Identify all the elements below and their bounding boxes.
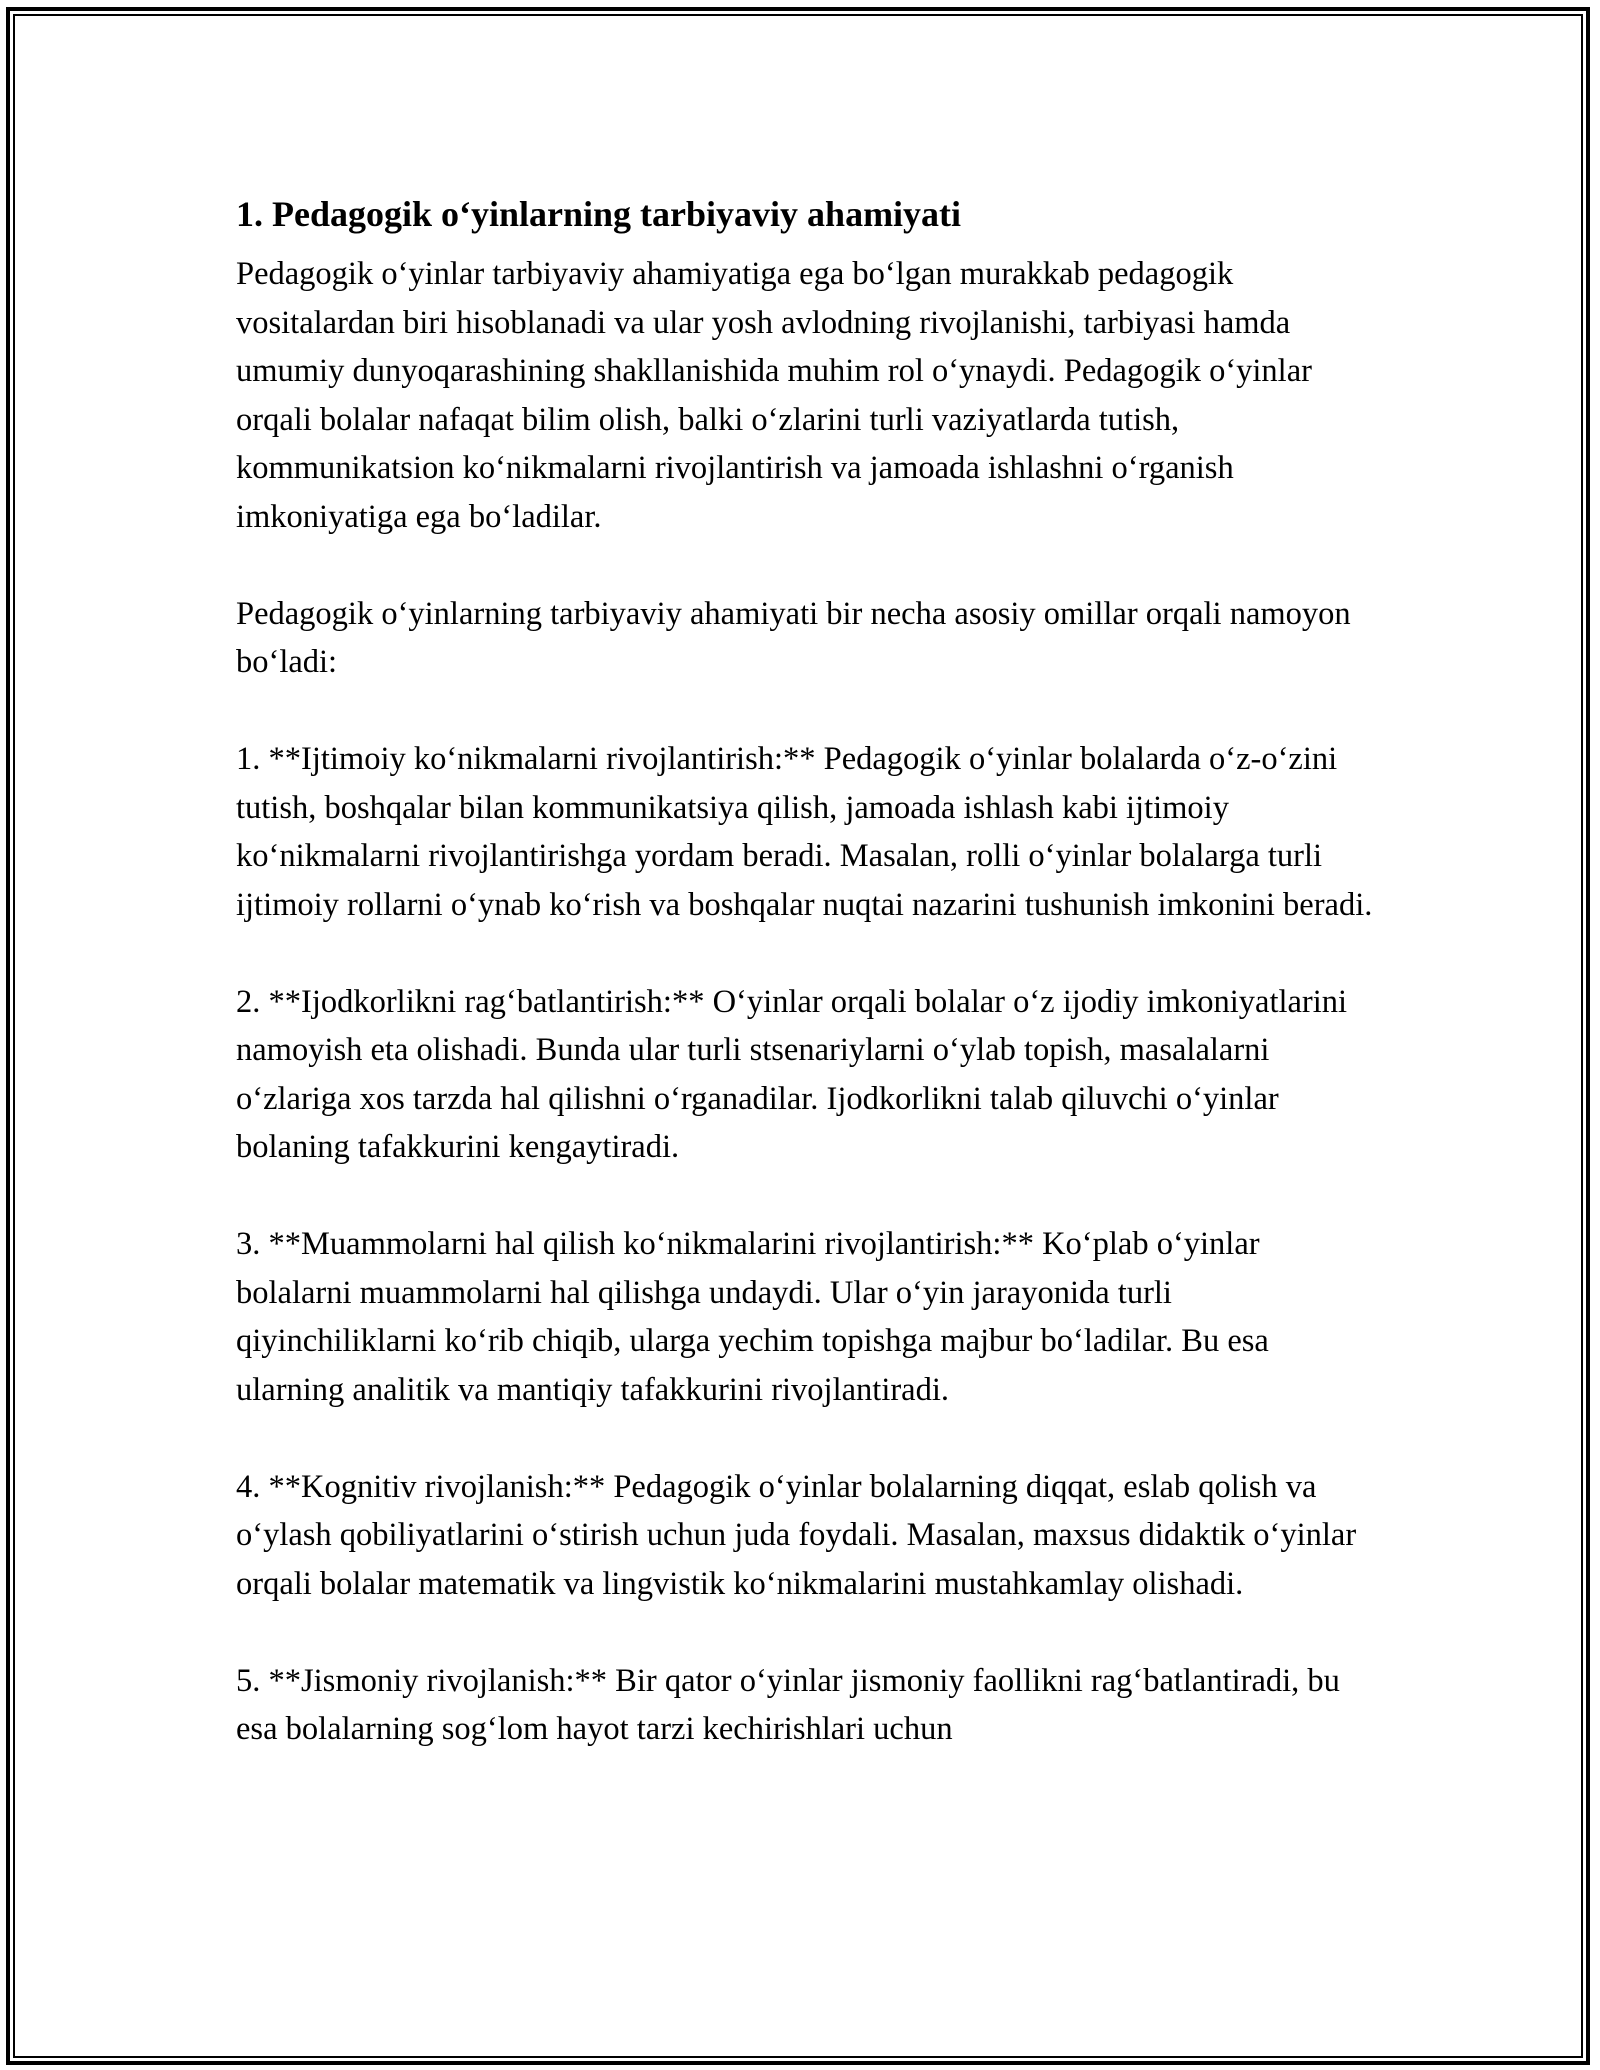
list-item-problem-solving: 3. **Muammolarni hal qilish ko‘nikmalarini rivojlantirish:** Ko‘plab o‘yinlar bolalarni muammolarni hal qilishga undaydi. Ular o‘yin jarayonida turli qiyinchiliklarni ko‘rib chiqib, ularga yechim topishga majbur bo‘ladilar. Bu esa ularning analitik va mantiqiy tafakkurini rivojlantiradi.	[236, 1226, 1269, 1408]
list-item-creativity: 2. **Ijodkorlikni rag‘batlantirish:** O‘yinlar orqali bolalar o‘z ijodiy imkoniyatlarini namoyish eta olishadi. Bunda ular turli stsenariylarni o‘ylab topish, masalalarni o‘zlariga xos tarzda hal qilishni o‘rganadilar. Ijodkorlikni talab qiluvchi o‘yinlar bolaning tafakkurini kengaytiradi.	[236, 983, 1348, 1165]
list-item-cognitive: 4. **Kognitiv rivojlanish:** Pedagogik o‘yinlar bolalarning diqqat, eslab qolish va o‘ylash qobiliyatlarini o‘stirish uchun juda foydali. Masalan, maxsus didaktik o‘yinlar orqali bolalar matematik va lingvistik ko‘nikmalarini mustahkamlay olishadi.	[236, 1468, 1357, 1602]
list-item-social-skills: 1. **Ijtimoiy ko‘nikmalarni rivojlantirish:** Pedagogik o‘yinlar bolalarda o‘z-o‘zini tutish, boshqalar bilan kommunikatsiya qilish, jamoada ishlash kabi ijtimoiy ko‘nikmalarni rivojlantirishga yordam beradi. Masalan, rolli o‘yinlar bolalarga turli ijtimoiy rollarni o‘ynab ko‘rish va boshqalar nuqtai nazarini tushunish imkonini beradi.	[236, 741, 1373, 923]
intro-paragraph: Pedagogik o‘yinlar tarbiyaviy ahamiyatiga ega bo‘lgan murakkab pedagogik vositalardan biri hisoblanadi va ular yosh avlodning rivojlanishi, tarbiyasi hamda umumiy dunyoqarashining shakllanishida muhim rol o‘ynaydi. Pedagogik o‘yinlar orqali bolalar nafaqat bilim olish, balki o‘zlarini turli vaziyatlarda tutish, kommunikatsion ko‘nikmalarni rivojlantirish va jamoada ishlashni o‘rganish imkoniyatiga ega bo‘ladilar.	[236, 256, 1312, 535]
list-item-physical: 5. **Jismoniy rivojlanish:** Bir qator o‘yinlar jismoniy faollikni rag‘batlantiradi, bu esa bolalarning sog‘lom hayot tarzi kechirishlari uchun	[236, 1662, 1340, 1747]
factors-intro-paragraph: Pedagogik o‘yinlarning tarbiyaviy ahamiyati bir necha asosiy omillar orqali namoyon bo‘ladi:	[236, 595, 1351, 680]
document-body	[236, 188, 1376, 1754]
section-heading: 1. Pedagogik o‘yinlarning tarbiyaviy ahamiyati	[236, 194, 962, 234]
